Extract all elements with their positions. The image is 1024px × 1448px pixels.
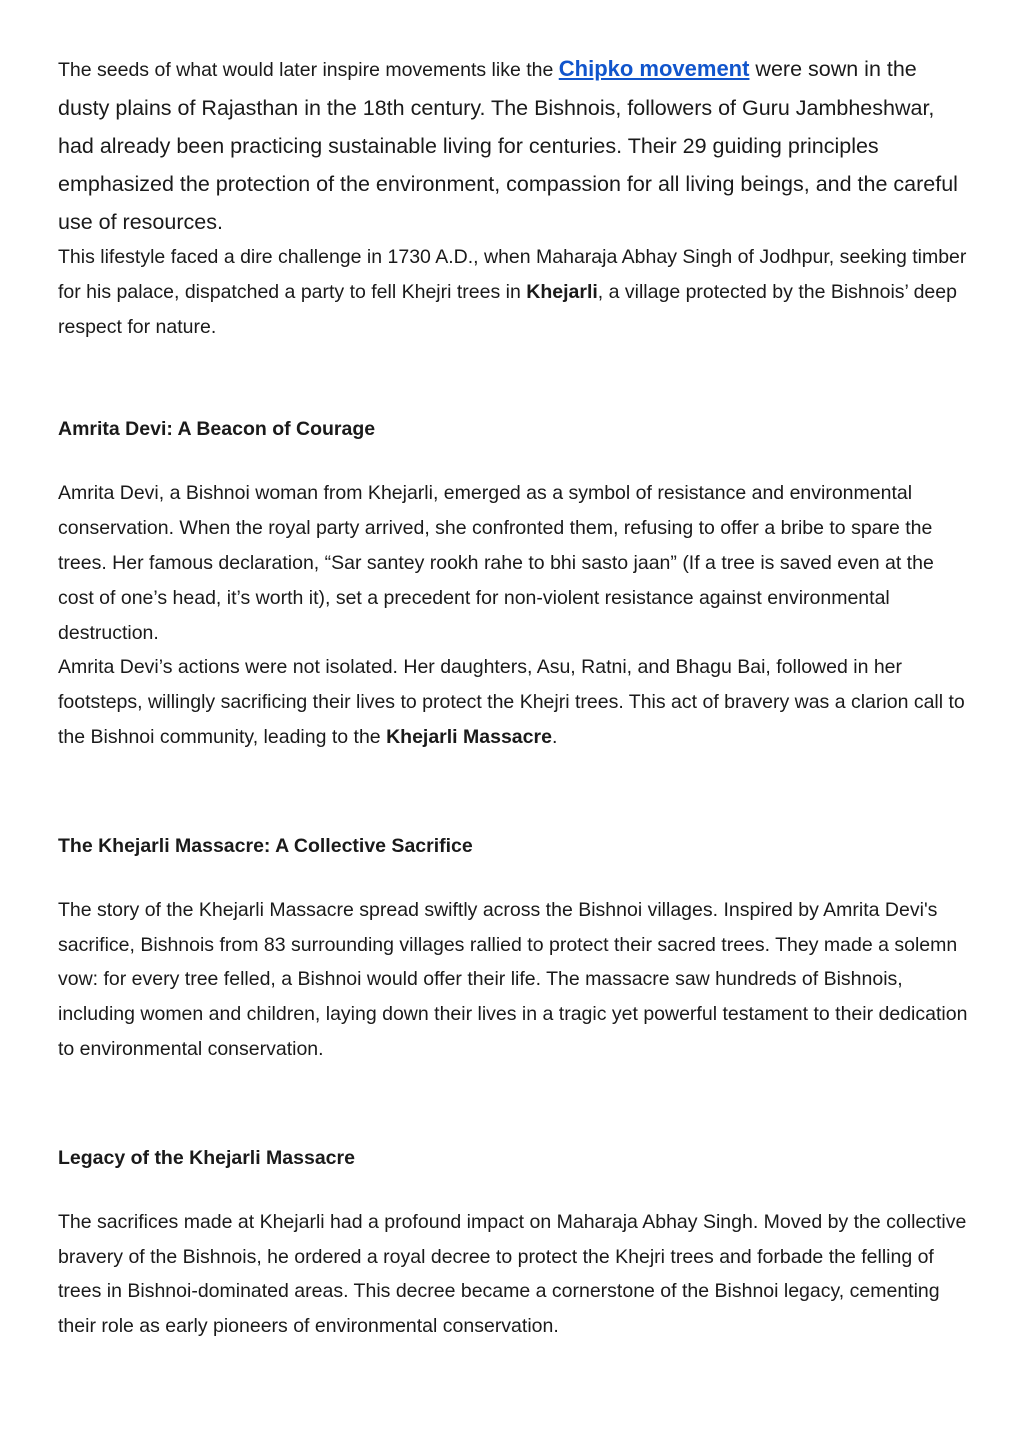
daughters-text-end: . (551, 725, 558, 748)
section-heading-collective-sacrifice: The Khejarli Massacre: A Collective Sacrifice (58, 834, 473, 857)
amrita-devi-paragraph: Amrita Devi, a Bishnoi woman from Khejarli, emerged as a symbol of resistance and environmental conservation. When the royal party arrived, she confronted them, refusing to offer a bribe to spare the trees. Her famous declaration, “Sar santey rookh rahe to bhi sasto jaan” (If a tree is saved even at the cost of one’s head, it’s worth it), set a precedent for non-violent resistance against environmental destruction. (58, 482, 934, 644)
khejarli-massacre-bold-text: Khejarli Massacre (386, 725, 552, 748)
challenge-paragraph (58, 240, 970, 344)
challenge-text: This lifestyle faced a dire challenge in 1730 A.D., when Maharaja Abhay Singh of Jodhpur, seeking timber for his palace, dispatched a party to fell Khejri trees in (58, 246, 967, 303)
section-heading-amrita-devi: Amrita Devi: A Beacon of Courage (58, 418, 376, 441)
article (58, 50, 970, 1344)
challenge-text-end: , a village protected by the Bishnois’ deep respect for nature. (58, 280, 957, 338)
legacy-paragraph: The sacrifices made at Khejarli had a profound impact on Maharaja Abhay Singh. Moved by the collective bravery of the Bishnois, he ordered a royal decree to protect the Khejri trees and forbade the felling of trees in Bishnoi-dominated areas. This decree became a cornerstone of the Bishnoi legacy, cementing their role as early pioneers of environmental conservation. (58, 1210, 967, 1338)
intro-lead-text: The seeds of what would later inspire movements like the (58, 59, 559, 81)
massacre-paragraph: The story of the Khejarli Massacre spread swiftly across the Bishnoi villages. Inspired by Amrita Devi's sacrifice, Bishnois from 83 surrounding villages rallied to protect their sacred trees. They made a solemn vow: for every tree felled, a Bishnoi would offer their life. The massacre saw hundreds of Bishnois, including women and children, laying down their lives in a tragic yet powerful testament to their dedication to environmental conservation. (58, 898, 968, 1060)
chipko-movement-link[interactable]: Chipko movement (558, 56, 750, 81)
khejarli-bold-text: Khejarli (526, 280, 598, 303)
section-heading-legacy: Legacy of the Khejarli Massacre (58, 1146, 355, 1169)
intro-body-text: were sown in the dusty plains of Rajasthan in the 18th century. The Bishnois, followers of Guru Jambheshwar, had already been practicing sustainable living for centuries. Their 29 guiding principles emphasized the protection of the environment, compassion for all living beings, and the careful use of resources. (58, 57, 958, 234)
daughters-text: Amrita Devi’s actions were not isolated. Her daughters, Asu, Ratni, and Bhagu Bai, followed in her footsteps, willingly sacrificing their lives to protect the Khejri trees. This act of bravery was a clarion call to the Bishnoi community, leading to the (58, 656, 965, 748)
daughters-paragraph (58, 650, 970, 754)
intro-paragraph (58, 50, 970, 241)
